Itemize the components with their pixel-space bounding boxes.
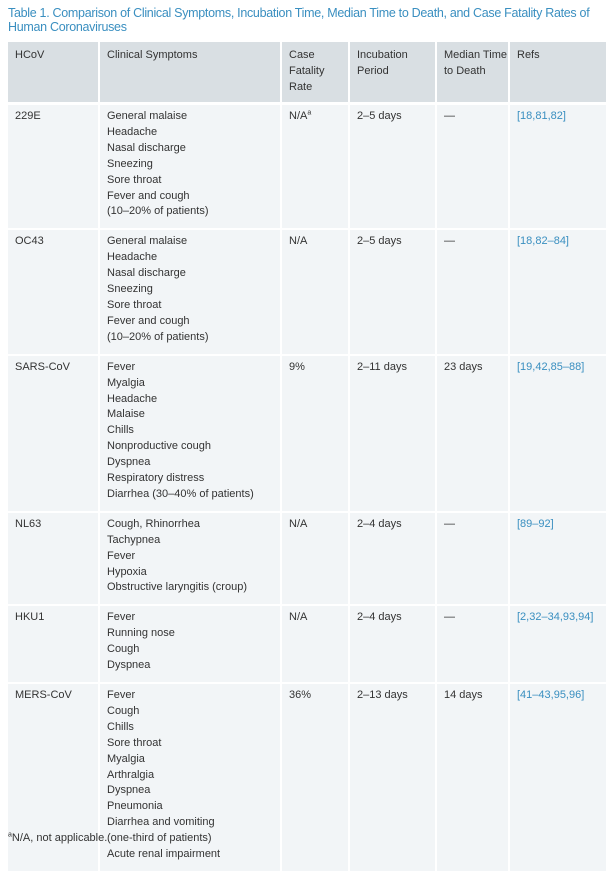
cell-symptoms — [99, 355, 281, 512]
cell-virus — [8, 355, 99, 512]
symptom-item: Malaise — [107, 408, 145, 421]
col-header-time-to-death: Median Time to Death — [436, 42, 509, 104]
symptom-item: Headache — [107, 251, 158, 264]
cell-cfr — [281, 605, 349, 683]
col-header-incubation: Incubation Period — [349, 42, 436, 104]
symptom-item: Fever and cough — [107, 189, 190, 202]
col-header-cfr: Case Fatality Rate — [281, 42, 349, 104]
symptom-item: Sore throat — [107, 298, 162, 311]
cell-time-to-death — [436, 229, 509, 354]
symptom-item: Dyspnea — [107, 659, 151, 672]
cell-symptoms — [99, 229, 281, 354]
cell-time-to-death — [436, 512, 509, 606]
cell-cfr — [281, 104, 349, 230]
cfr-value: N/A — [289, 235, 308, 248]
cfr-value: 9% — [289, 360, 305, 373]
cell-symptoms — [99, 605, 281, 683]
cell-refs — [509, 605, 606, 683]
incubation-value: 2–13 days — [357, 689, 408, 701]
col-header-symptoms: Clinical Symptoms — [99, 42, 281, 104]
table-row — [8, 512, 606, 606]
cell-incubation — [349, 229, 436, 354]
table-header-row — [8, 42, 606, 104]
cell-incubation — [349, 355, 436, 512]
symptom-item: Myalgia — [107, 752, 145, 765]
time-to-death-value: — — [444, 110, 455, 122]
symptom-item: Headache — [107, 392, 158, 405]
symptom-item: Fever — [107, 360, 136, 373]
footnote-text: N/A, not applicable. — [11, 832, 108, 844]
virus-name: SARS-CoV — [15, 360, 71, 373]
footnote-mark: a — [307, 109, 312, 117]
table-row — [8, 605, 606, 683]
symptom-item: Cough, Rhinorrhea — [107, 517, 200, 530]
reference-link[interactable]: [41–43,95,96] — [517, 689, 585, 701]
symptom-item: (10–20% of patients) — [107, 205, 209, 218]
footnote-mark: a — [8, 831, 12, 839]
symptom-item: Sore throat — [107, 736, 162, 749]
symptom-item: Myalgia — [107, 376, 145, 389]
table-caption: Table 1. Comparison of Clinical Symptoms, Incubation Time, Median Time to Death, and Case Fatality Rates of Human Coronaviruses — [8, 6, 590, 34]
cell-symptoms — [99, 683, 281, 871]
cell-symptoms — [99, 104, 281, 230]
symptom-item: Nasal discharge — [107, 141, 186, 154]
symptom-item: (10–20% of patients) — [107, 330, 209, 343]
col-header-refs: Refs — [509, 42, 606, 104]
reference-link[interactable]: [18,81,82] — [517, 110, 566, 122]
cfr-value: N/A — [289, 517, 308, 530]
cell-cfr — [281, 512, 349, 606]
symptom-item: Nonproductive cough — [107, 440, 211, 453]
symptom-item: Nasal discharge — [107, 267, 186, 280]
symptom-item: (one-third of patients) — [107, 832, 212, 845]
cell-time-to-death — [436, 605, 509, 683]
coronavirus-comparison-table — [8, 42, 606, 871]
symptom-item: Sneezing — [107, 283, 153, 296]
time-to-death-value: — — [444, 235, 455, 248]
cell-virus — [8, 512, 99, 606]
table-row — [8, 355, 606, 512]
time-to-death-value: — — [444, 611, 455, 624]
symptom-item: Fever — [107, 549, 136, 562]
symptom-item: Acute renal impairment — [107, 848, 221, 861]
cell-refs — [509, 512, 606, 606]
cell-refs — [509, 229, 606, 354]
incubation-value: 2–4 days — [357, 611, 402, 624]
virus-name: HKU1 — [15, 611, 45, 624]
symptom-item: Arthralgia — [107, 768, 155, 781]
symptom-item: Respiratory distress — [107, 472, 205, 485]
time-to-death-value: 14 days — [444, 689, 483, 701]
cell-incubation — [349, 512, 436, 606]
reference-link[interactable]: [2,32–34,93,94] — [517, 611, 594, 624]
cell-virus — [8, 229, 99, 354]
symptom-item: Cough — [107, 704, 140, 717]
symptom-item: Chills — [107, 424, 134, 437]
cell-time-to-death — [436, 104, 509, 230]
incubation-value: 2–4 days — [357, 517, 402, 530]
symptom-item: Diarrhea (30–40% of patients) — [107, 487, 254, 500]
symptom-item: Pneumonia — [107, 800, 163, 813]
cell-refs — [509, 104, 606, 230]
symptom-item: Tachypnea — [107, 533, 161, 546]
symptom-item: Fever — [107, 611, 136, 624]
symptom-item: Running nose — [107, 627, 175, 640]
reference-link[interactable]: [89–92] — [517, 517, 554, 530]
cfr-value: N/A — [289, 611, 308, 624]
cell-time-to-death — [436, 683, 509, 871]
cell-virus — [8, 104, 99, 230]
incubation-value: 2–5 days — [357, 110, 402, 122]
symptom-item: Headache — [107, 125, 158, 138]
cell-incubation — [349, 104, 436, 230]
virus-name: OC43 — [15, 235, 44, 248]
cell-incubation — [349, 605, 436, 683]
cell-cfr — [281, 683, 349, 871]
cell-symptoms — [99, 512, 281, 606]
reference-link[interactable]: [18,82–84] — [517, 235, 569, 248]
cell-incubation — [349, 683, 436, 871]
incubation-value: 2–5 days — [357, 235, 402, 248]
symptom-item: General malaise — [107, 110, 188, 122]
time-to-death-value: 23 days — [444, 360, 483, 373]
virus-name: NL63 — [15, 517, 42, 530]
cfr-value: N/A — [289, 110, 308, 122]
incubation-value: 2–11 days — [357, 360, 407, 373]
cell-time-to-death — [436, 355, 509, 512]
symptom-item: Sore throat — [107, 173, 162, 186]
table-row — [8, 104, 606, 230]
table-row — [8, 229, 606, 354]
symptom-item: Dyspnea — [107, 456, 151, 469]
virus-name: MERS-CoV — [15, 689, 72, 701]
col-header-hcov: HCoV — [8, 42, 99, 104]
footnote — [8, 832, 107, 844]
symptom-item: Diarrhea and vomiting — [107, 816, 215, 829]
reference-link[interactable]: [19,42,85–88] — [517, 360, 585, 373]
symptom-item: Cough — [107, 643, 140, 656]
symptom-item: Hypoxia — [107, 565, 147, 578]
symptom-item: Sneezing — [107, 157, 153, 170]
symptom-item: Fever and cough — [107, 314, 190, 327]
time-to-death-value: — — [444, 517, 455, 530]
cfr-value: 36% — [289, 689, 312, 701]
symptom-item: Obstructive laryngitis (croup) — [107, 581, 247, 594]
cell-virus — [8, 605, 99, 683]
cell-refs — [509, 355, 606, 512]
cell-cfr — [281, 355, 349, 512]
virus-name: 229E — [15, 110, 41, 122]
symptom-item: Chills — [107, 720, 134, 733]
symptom-item: Fever — [107, 689, 136, 701]
symptom-item: Dyspnea — [107, 784, 151, 797]
symptom-item: General malaise — [107, 235, 188, 248]
cell-refs — [509, 683, 606, 871]
cell-cfr — [281, 229, 349, 354]
